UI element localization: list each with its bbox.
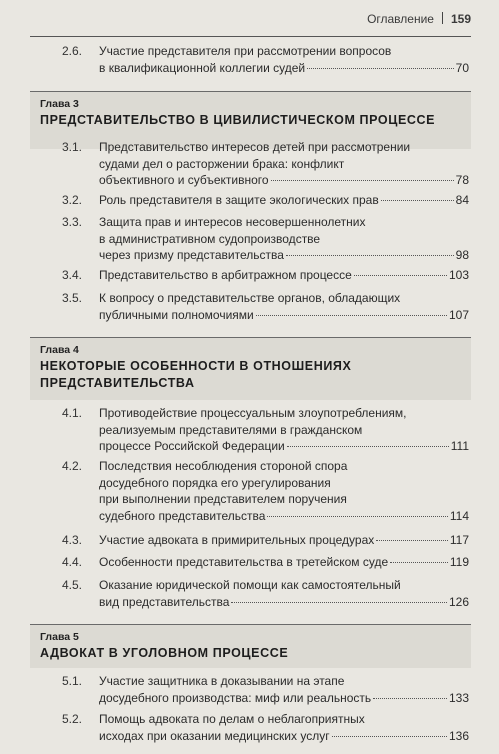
- leader-dots: [286, 255, 454, 256]
- entry-number: 2.6.: [62, 44, 83, 58]
- entry-page: 114: [449, 508, 469, 523]
- leader-dots: [231, 602, 447, 603]
- entry-number: 5.1.: [62, 674, 83, 688]
- leader-dots: [271, 180, 454, 181]
- entry-title-line: объективного и субъективного: [99, 173, 269, 187]
- entry-page: 136: [448, 728, 469, 743]
- chapter-5-heading[interactable]: [30, 624, 471, 668]
- leader-dots: [256, 315, 447, 316]
- entry-title-line: Представительство интересов детей при рассмотрении: [99, 140, 411, 154]
- entry-page: 119: [449, 555, 469, 569]
- entry-title-line: Участие защитника в доказывании на этапе: [99, 674, 345, 688]
- chapter-label: Глава 5: [40, 631, 79, 643]
- entry-title-line: при выполнении представителем поручения: [99, 492, 347, 506]
- entry-page: 70: [455, 60, 469, 75]
- entry-title-line: Оказание юридической помощи как самостоятельный: [99, 578, 401, 592]
- entry-page: 98: [455, 248, 469, 262]
- entry-title-line: Представительство в арбитражном процессе: [99, 268, 352, 282]
- running-head: [367, 12, 471, 26]
- page-number: 159: [450, 12, 471, 26]
- entry-title-line: судами дел о расторжении брака: конфликт: [99, 156, 345, 171]
- entry-title-line: Участие представителя при рассмотрении вопросов: [99, 44, 392, 58]
- chapter-title-line: ПРЕДСТАВИТЕЛЬСТВО В ЦИВИЛИСТИЧЕСКОМ ПРОЦЕССЕ: [40, 113, 436, 127]
- entry-page: 117: [449, 533, 469, 547]
- leader-dots: [267, 516, 447, 517]
- header-rule: [30, 36, 471, 37]
- entry-number: 4.2.: [62, 459, 83, 473]
- leader-dots: [307, 68, 454, 69]
- entry-page: 78: [455, 173, 469, 187]
- leader-dots: [354, 275, 447, 276]
- entry-title-line: Особенности представительства в третейском суде: [99, 555, 389, 569]
- chapter-title: [40, 645, 288, 662]
- entry-title-line: публичными полномочиями: [99, 307, 254, 322]
- entry-title-line: процессе Российской Федерации: [99, 439, 285, 453]
- entry-title-line: К вопросу о представительстве органов, обладающих: [99, 291, 401, 305]
- entry-title-line: Последствия несоблюдения стороной спора: [99, 459, 348, 473]
- chapter-title: [40, 358, 351, 392]
- entry-title-line: исходах при оказании медицинских услуг: [99, 728, 330, 743]
- entry-title-line: Помощь адвоката по делам о неблагоприятных: [99, 712, 365, 726]
- entry-number: 3.5.: [62, 291, 83, 305]
- entry-title-line: досудебного порядка его урегулирования: [99, 475, 331, 490]
- entry-page: 126: [448, 594, 469, 609]
- entry-title-line: в квалификационной коллегии судей: [99, 60, 306, 75]
- entry-number: 4.1.: [62, 406, 83, 420]
- chapter-title: [40, 112, 435, 129]
- chapter-4-heading[interactable]: [30, 337, 471, 400]
- entry-number: 3.4.: [62, 268, 83, 282]
- entry-title-line: Участие адвоката в примирительных процедурах: [99, 533, 375, 547]
- entry-title-line: в административном судопроизводстве: [99, 231, 321, 246]
- chapter-title-line: АДВОКАТ В УГОЛОВНОМ ПРОЦЕССЕ: [40, 646, 289, 660]
- entry-number: 3.3.: [62, 215, 83, 229]
- entry-page: 133: [448, 690, 469, 705]
- entry-title-line: Противодействие процессуальным злоупотреблениям,: [99, 406, 407, 420]
- entry-title-line: Защита прав и интересов несовершеннолетних: [99, 215, 366, 229]
- leader-dots: [381, 200, 454, 201]
- entry-number: 3.1.: [62, 140, 83, 154]
- running-head-section: Оглавление: [367, 12, 434, 26]
- leader-dots: [373, 698, 447, 699]
- leader-dots: [390, 562, 448, 563]
- chapter-title-line: НЕКОТОРЫЕ ОСОБЕННОСТИ В ОТНОШЕНИЯХ: [40, 359, 352, 373]
- entry-page: 107: [448, 307, 469, 322]
- entry-title-line: Роль представителя в защите экологических прав: [99, 193, 379, 207]
- entry-page: 84: [455, 193, 469, 207]
- entry-title-line: через призму представительства: [99, 248, 284, 262]
- entry-page: 103: [448, 268, 469, 282]
- leader-dots: [332, 736, 447, 737]
- entry-title-line: судебного представительства: [99, 508, 266, 523]
- leader-dots: [287, 446, 449, 447]
- entry-page: 111: [450, 439, 469, 453]
- chapter-label: Глава 4: [40, 344, 79, 356]
- leader-dots: [376, 540, 448, 541]
- entry-title-line: досудебного производства: миф или реальность: [99, 690, 372, 705]
- entry-number: 5.2.: [62, 712, 83, 726]
- entry-number: 4.4.: [62, 555, 83, 569]
- entry-title-line: реализуемым представителями в гражданском: [99, 422, 363, 437]
- entry-number: 3.2.: [62, 193, 83, 207]
- entry-number: 4.3.: [62, 533, 83, 547]
- chapter-title-line: ПРЕДСТАВИТЕЛЬСТВА: [40, 376, 195, 390]
- entry-title-line: вид представительства: [99, 594, 230, 609]
- running-head-divider: [442, 12, 443, 24]
- chapter-label: Глава 3: [40, 98, 79, 110]
- entry-number: 4.5.: [62, 578, 83, 592]
